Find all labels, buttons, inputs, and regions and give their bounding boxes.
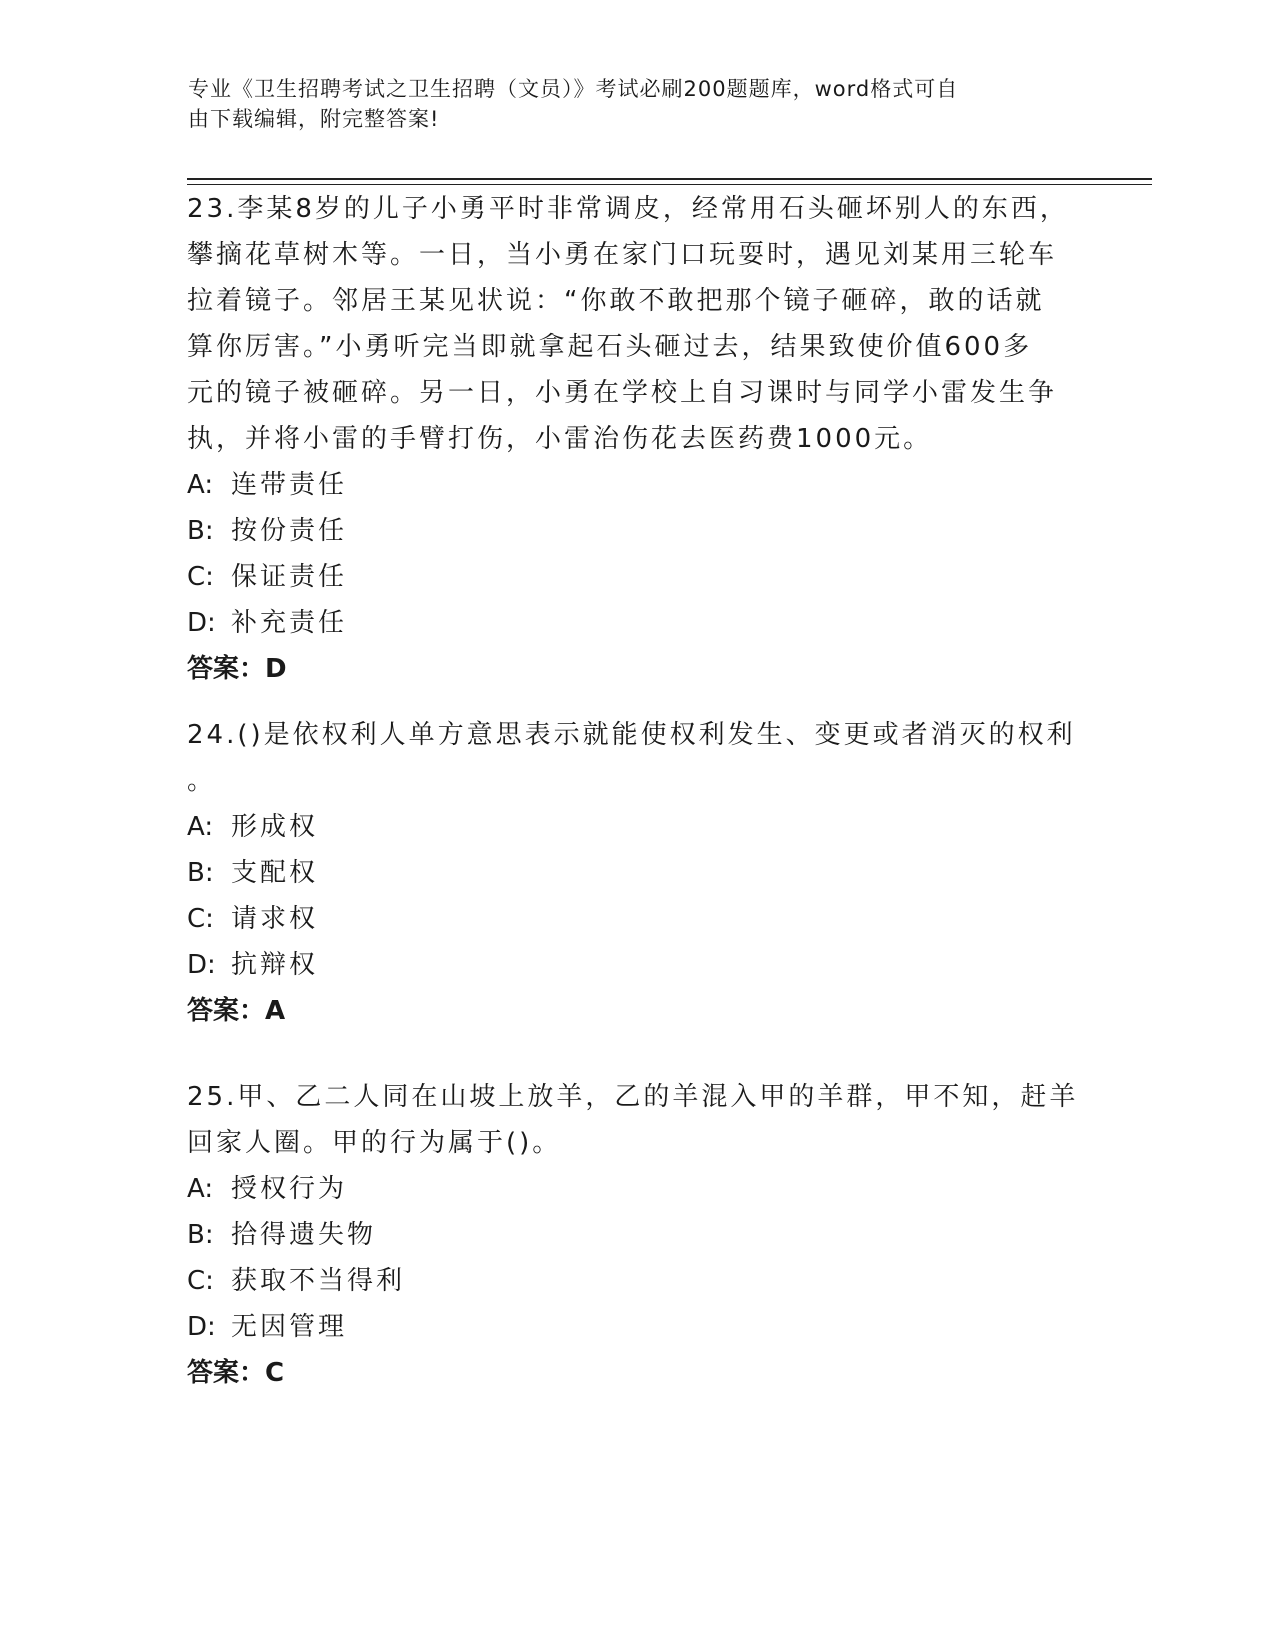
question-23 — [187, 186, 1087, 692]
option-b — [187, 850, 1087, 896]
header-line-1: 专业《卫生招聘考试之卫生招聘（文员）》考试必刷200题题库，word格式可自 — [188, 77, 959, 101]
option-text: 保证责任 — [231, 562, 348, 592]
option-text: 授权行为 — [231, 1174, 348, 1204]
option-d — [187, 942, 1087, 988]
option-text: 按份责任 — [231, 516, 348, 546]
header-rule-thick — [187, 178, 1152, 180]
answer-line: 答案：C — [187, 1358, 285, 1388]
option-c — [187, 554, 1087, 600]
answer-line: 答案：A — [187, 996, 286, 1026]
question-25 — [187, 1074, 1087, 1396]
question-stem-line: 算你厉害。”小勇听完当即就拿起石头砸过去，结果致使价值600多 — [187, 332, 1033, 362]
option-key: D: — [187, 608, 216, 638]
option-b — [187, 508, 1087, 554]
option-text: 连带责任 — [231, 470, 348, 500]
option-d — [187, 600, 1087, 646]
question-stem-line: 24.()是依权利人单方意思表示就能使权利发生、变更或者消灭的权利 — [187, 720, 1076, 750]
option-key: D: — [187, 1312, 216, 1342]
option-a — [187, 1166, 1087, 1212]
option-key: A: — [187, 470, 214, 500]
option-a — [187, 804, 1087, 850]
option-text: 无因管理 — [231, 1312, 348, 1342]
option-key: C: — [187, 562, 214, 592]
question-stem-line: 攀摘花草树木等。一日，当小勇在家门口玩耍时，遇见刘某用三轮车 — [187, 240, 1058, 270]
option-key: C: — [187, 1266, 214, 1296]
question-stem-line: 23.李某8岁的儿子小勇平时非常调皮，经常用石头砸坏别人的东西， — [187, 194, 1069, 224]
option-text: 补充责任 — [231, 608, 348, 638]
option-key: B: — [187, 516, 214, 546]
question-stem-line: 元的镜子被砸碎。另一日，小勇在学校上自习课时与同学小雷发生争 — [187, 378, 1058, 408]
question-stem-line: 回家人圈。甲的行为属于()。 — [187, 1128, 562, 1158]
header-line-2: 由下载编辑，附完整答案! — [188, 107, 440, 131]
option-key: B: — [187, 858, 214, 888]
option-d — [187, 1304, 1087, 1350]
option-key: A: — [187, 812, 214, 842]
question-stem-line: 25.甲、乙二人同在山坡上放羊，乙的羊混入甲的羊群，甲不知，赶羊 — [187, 1082, 1079, 1112]
option-key: D: — [187, 950, 216, 980]
option-a — [187, 462, 1087, 508]
option-key: B: — [187, 1220, 214, 1250]
option-text: 请求权 — [231, 904, 319, 934]
option-text: 拾得遗失物 — [231, 1220, 377, 1250]
answer-line: 答案：D — [187, 654, 287, 684]
option-c — [187, 1258, 1087, 1304]
document-header — [188, 74, 1068, 134]
question-stem-line: 拉着镜子。邻居王某见状说：“你敢不敢把那个镜子砸碎，敢的话就 — [187, 286, 1045, 316]
option-key: A: — [187, 1174, 214, 1204]
option-c — [187, 896, 1087, 942]
option-text: 抗辩权 — [231, 950, 319, 980]
option-key: C: — [187, 904, 214, 934]
question-stem-line: 。 — [187, 766, 217, 796]
option-b — [187, 1212, 1087, 1258]
option-text: 获取不当得利 — [231, 1266, 406, 1296]
header-rule-thin — [187, 184, 1152, 185]
option-text: 形成权 — [231, 812, 319, 842]
option-text: 支配权 — [231, 858, 319, 888]
question-24 — [187, 712, 1087, 1034]
question-stem-line: 执，并将小雷的手臂打伤，小雷治伤花去医药费1000元。 — [187, 424, 933, 454]
